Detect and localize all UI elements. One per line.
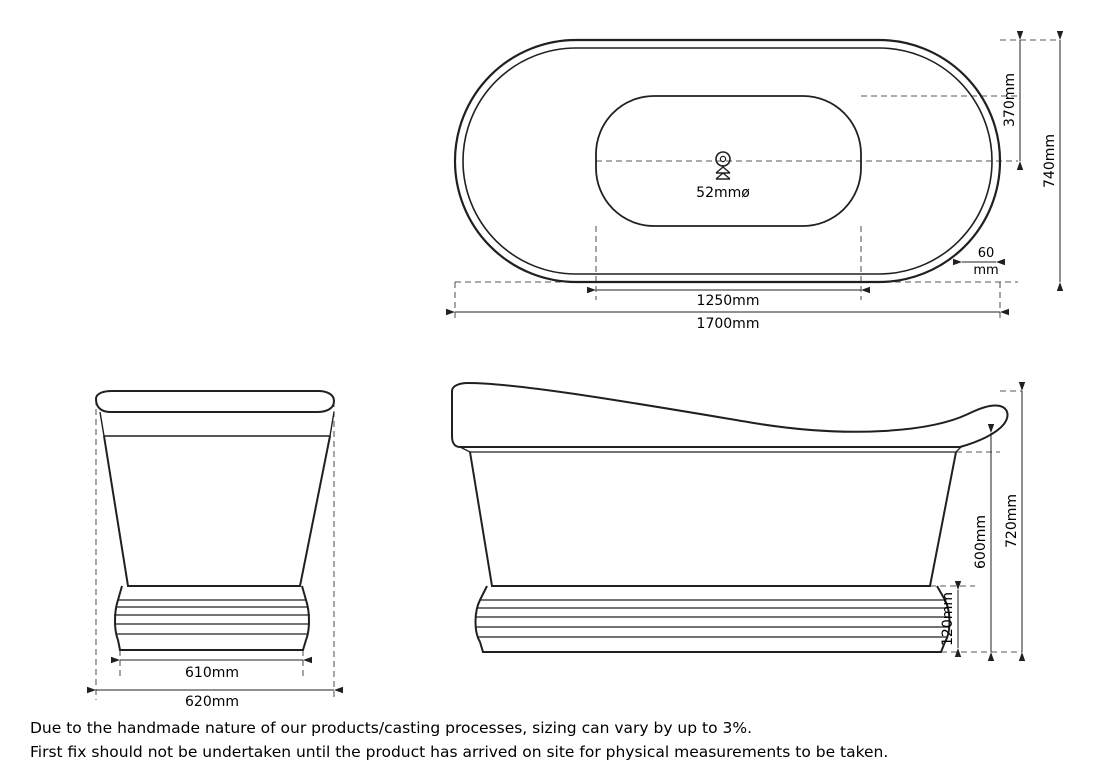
plan-view-group	[455, 40, 1060, 332]
dim-1700mm-label: 1700mm	[696, 316, 760, 332]
waste-outlet-icon	[716, 152, 730, 166]
dim-120mm-label: 120mm	[940, 592, 956, 646]
waste-symbol-icon	[716, 167, 730, 179]
side-body	[470, 452, 956, 586]
waste-outlet-inner-icon	[720, 156, 725, 161]
note-line-1: Due to the handmade nature of our products/casting processes, sizing can vary by up to 3%.	[30, 719, 753, 737]
dim-60-label: 60	[977, 246, 995, 261]
dim-1250mm-label: 1250mm	[696, 293, 760, 309]
dim-610mm-label: 610mm	[185, 665, 239, 681]
end-rim	[96, 391, 334, 412]
notes-block	[30, 716, 1080, 764]
note-line-2: First fix should not be undertaken until the product has arrived on site for physical measurements to be taken.	[30, 743, 889, 761]
side-elevation-group	[452, 383, 1022, 652]
dim-60-unit-label: mm	[973, 263, 999, 278]
dim-740mm-label: 740mm	[1042, 134, 1058, 188]
dim-620mm-label: 620mm	[185, 694, 239, 710]
end-elevation-group	[96, 391, 334, 710]
dim-370mm-label: 370mm	[1002, 73, 1018, 127]
end-plinth	[115, 586, 309, 650]
side-rim	[452, 383, 1007, 447]
end-body	[104, 436, 330, 586]
waste-diameter-label: 52mmø	[696, 185, 750, 201]
end-rim-underside	[100, 412, 334, 436]
dim-600mm-label: 600mm	[973, 515, 989, 569]
side-plinth	[476, 586, 950, 652]
dim-720mm-label: 720mm	[1004, 494, 1020, 548]
